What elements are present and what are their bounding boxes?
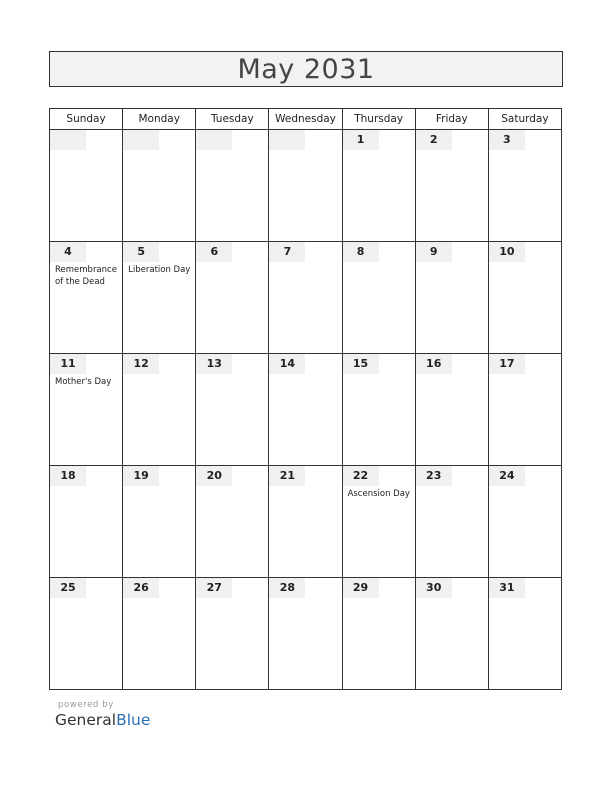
calendar-title-box (49, 51, 563, 87)
day-cell (196, 578, 269, 690)
powered-by-text: powered by (58, 700, 114, 710)
holiday-label: Remembrance of the Dead (55, 265, 117, 287)
weekday-header: Monday (123, 109, 196, 130)
calendar-week-row (50, 130, 562, 242)
day-cell (415, 578, 488, 690)
day-number: 29 (343, 578, 379, 598)
day-cell (50, 354, 123, 466)
day-number: 2 (416, 130, 452, 150)
day-number: 26 (123, 578, 159, 598)
day-number: 25 (50, 578, 86, 598)
day-cell (50, 242, 123, 354)
day-number: 16 (416, 354, 452, 374)
day-cell (196, 354, 269, 466)
brand-blue-text: Blue (116, 711, 151, 729)
day-number (123, 130, 159, 150)
day-cell (123, 130, 196, 242)
day-cell (269, 130, 342, 242)
weekday-header-row (50, 109, 562, 130)
day-cell (269, 466, 342, 578)
day-cell (269, 242, 342, 354)
day-cell (488, 466, 561, 578)
weekday-header: Friday (415, 109, 488, 130)
day-number: 28 (269, 578, 305, 598)
day-cell (123, 466, 196, 578)
day-number: 17 (489, 354, 525, 374)
day-cell (196, 466, 269, 578)
day-number: 7 (269, 242, 305, 262)
calendar-week-row (50, 578, 562, 690)
day-cell (415, 466, 488, 578)
day-cell (196, 242, 269, 354)
day-number: 1 (343, 130, 379, 150)
day-number: 5 (123, 242, 159, 262)
calendar-week-row (50, 354, 562, 466)
day-number: 22 (343, 466, 379, 486)
calendar-grid (49, 108, 562, 690)
day-number (269, 130, 305, 150)
day-cell (415, 242, 488, 354)
day-number: 10 (489, 242, 525, 262)
day-number: 24 (489, 466, 525, 486)
day-cell (342, 578, 415, 690)
holiday-label: Liberation Day (128, 265, 191, 275)
day-cell (50, 578, 123, 690)
day-cell (488, 354, 561, 466)
calendar-week-row (50, 242, 562, 354)
day-cell (123, 242, 196, 354)
day-number (50, 130, 86, 150)
holiday-label: Mother's Day (55, 377, 112, 387)
day-number: 30 (416, 578, 452, 598)
day-cell (342, 354, 415, 466)
day-cell (342, 466, 415, 578)
day-number: 15 (343, 354, 379, 374)
calendar-week-row (50, 466, 562, 578)
day-number (196, 130, 232, 150)
day-number: 19 (123, 466, 159, 486)
weekday-header: Thursday (342, 109, 415, 130)
day-cell (50, 130, 123, 242)
day-number: 4 (50, 242, 86, 262)
day-cell (342, 130, 415, 242)
day-number: 27 (196, 578, 232, 598)
brand-general-text: General (55, 711, 117, 729)
day-number: 8 (343, 242, 379, 262)
day-number: 14 (269, 354, 305, 374)
day-number: 21 (269, 466, 305, 486)
day-number: 11 (50, 354, 86, 374)
day-cell (415, 130, 488, 242)
weekday-header: Tuesday (196, 109, 269, 130)
footer-branding (55, 700, 150, 729)
day-number: 6 (196, 242, 232, 262)
day-number: 12 (123, 354, 159, 374)
day-cell (488, 130, 561, 242)
day-cell (269, 354, 342, 466)
day-number: 9 (416, 242, 452, 262)
day-number: 31 (489, 578, 525, 598)
day-number: 18 (50, 466, 86, 486)
holiday-label: Ascension Day (347, 489, 410, 499)
calendar-title: May 2031 (237, 53, 375, 85)
day-cell (342, 242, 415, 354)
day-cell (415, 354, 488, 466)
day-cell (123, 578, 196, 690)
day-cell (488, 578, 561, 690)
day-cell (488, 242, 561, 354)
day-number: 20 (196, 466, 232, 486)
brand-logo (55, 711, 150, 729)
day-cell (196, 130, 269, 242)
weekday-header: Wednesday (269, 109, 342, 130)
weekday-header: Sunday (50, 109, 123, 130)
day-number: 13 (196, 354, 232, 374)
day-number: 3 (489, 130, 525, 150)
day-number: 23 (416, 466, 452, 486)
day-cell (269, 578, 342, 690)
day-cell (50, 466, 123, 578)
weekday-header: Saturday (488, 109, 561, 130)
day-cell (123, 354, 196, 466)
